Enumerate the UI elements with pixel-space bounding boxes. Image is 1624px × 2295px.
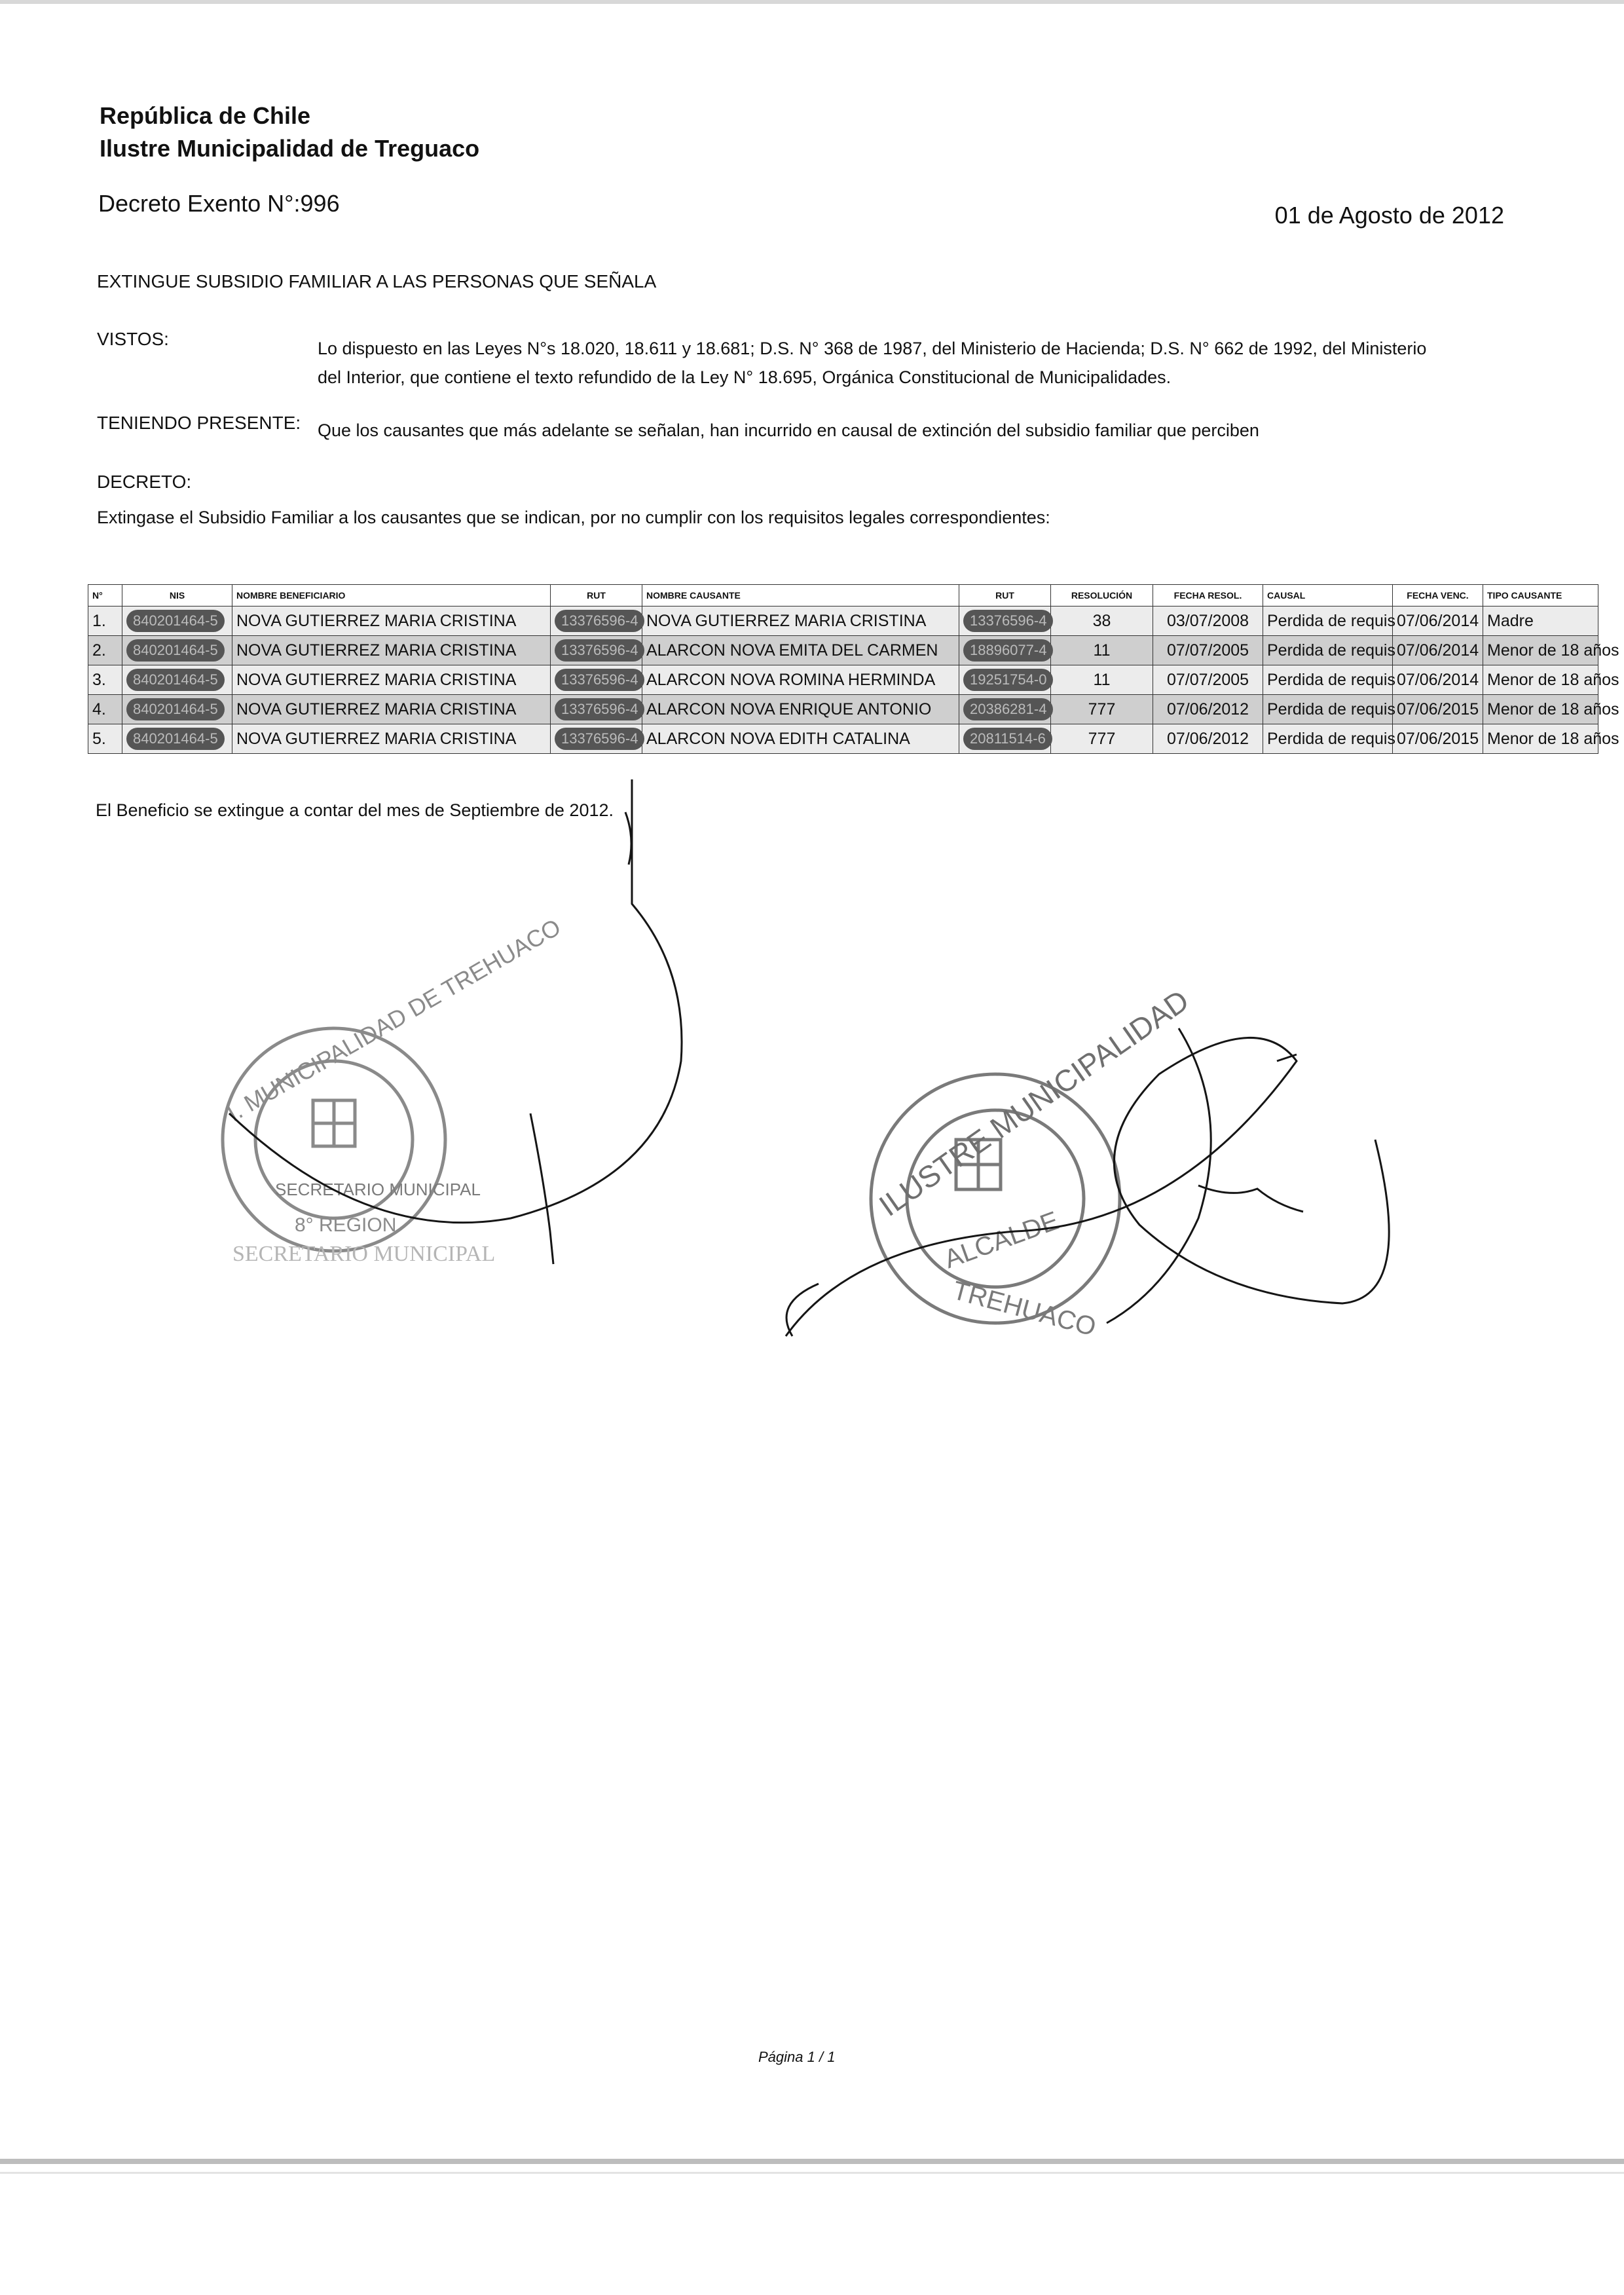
table-header-row xyxy=(88,585,1598,606)
row-number: 1. xyxy=(88,606,122,636)
beneficiario-name: NOVA GUTIERREZ MARIA CRISTINA xyxy=(232,724,551,754)
row-number: 2. xyxy=(88,636,122,665)
tipo-causante: Madre xyxy=(1483,606,1598,636)
col-header-nis: NIS xyxy=(122,585,232,606)
coat-of-arms-icon xyxy=(313,1100,355,1146)
coat-of-arms-icon xyxy=(956,1140,1001,1189)
redacted-rut-causante: 13376596-4 xyxy=(963,610,1053,632)
fecha-venc: 07/06/2014 xyxy=(1393,665,1483,695)
causante-name: ALARCON NOVA ENRIQUE ANTONIO xyxy=(642,695,959,724)
seal-right-bottom: TREHUACO xyxy=(950,1276,1099,1342)
redacted-rut-causante: 20811514-6 xyxy=(963,728,1052,750)
seal-left-ring: I. MUNICIPALIDAD DE TREHUACO xyxy=(222,913,566,1127)
secretary-seal xyxy=(223,1028,445,1251)
tipo-causante: Menor de 18 años xyxy=(1483,665,1598,695)
col-header-tipo: TIPO CAUSANTE xyxy=(1483,585,1598,606)
resolucion: 11 xyxy=(1051,636,1153,665)
redacted-rut-beneficiario: 13376596-4 xyxy=(555,669,644,691)
vistos-label: VISTOS: xyxy=(97,329,169,349)
redacted-rut-causante: 18896077-4 xyxy=(963,639,1053,662)
signature-left xyxy=(229,779,682,1264)
scan-bottom-edge-light xyxy=(0,2172,1624,2174)
redacted-nis: 840201464-5 xyxy=(126,698,225,720)
beneficiaries-table xyxy=(88,584,1619,754)
header-municipality: Ilustre Municipalidad de Treguaco xyxy=(100,135,480,162)
page-number: Página 1 / 1 xyxy=(758,2049,836,2065)
causal: Perdida de requis xyxy=(1263,695,1393,724)
resolucion: 777 xyxy=(1051,695,1153,724)
decreto-label: DECRETO: xyxy=(97,472,192,492)
col-header-causante: NOMBRE CAUSANTE xyxy=(642,585,959,606)
row-number: 4. xyxy=(88,695,122,724)
redacted-rut-beneficiario: 13376596-4 xyxy=(555,610,644,632)
decree-number: Decreto Exento N°:996 xyxy=(98,190,340,217)
col-header-n: N° xyxy=(88,585,122,606)
seal-right-ring: ILUSTRE MUNICIPALIDAD xyxy=(872,982,1195,1223)
redacted-nis: 840201464-5 xyxy=(126,669,225,691)
vistos-text: Lo dispuesto en las Leyes N°s 18.020, 18.611 y 18.681; D.S. N° 368 de 1987, del Ministerio de Hacienda; D.S. N° 662 de 1992, del Ministerio del Interior, que contiene el texto refundido de la Ley N° 18.695, Orgánica Constitucional de Municipalidades. xyxy=(318,339,1427,387)
beneficiario-name: NOVA GUTIERREZ MARIA CRISTINA xyxy=(232,695,551,724)
beneficio-statement: El Beneficio se extingue a contar del mes de Septiembre de 2012. xyxy=(96,800,614,820)
beneficiario-name: NOVA GUTIERREZ MARIA CRISTINA xyxy=(232,606,551,636)
decree-date: 01 de Agosto de 2012 xyxy=(1274,202,1504,229)
beneficiario-name: NOVA GUTIERREZ MARIA CRISTINA xyxy=(232,636,551,665)
seal-left-bottom: 8° REGION xyxy=(295,1214,397,1236)
causante-name: ALARCON NOVA ROMINA HERMINDA xyxy=(642,665,959,695)
col-header-beneficiario: NOMBRE BENEFICIARIO xyxy=(232,585,551,606)
col-header-resolucion: RESOLUCIÓN xyxy=(1051,585,1153,606)
fecha-resol: 07/07/2005 xyxy=(1153,636,1263,665)
row-number: 5. xyxy=(88,724,122,754)
signature-right xyxy=(786,1028,1389,1336)
fecha-venc: 07/06/2015 xyxy=(1393,724,1483,754)
fecha-resol: 07/06/2012 xyxy=(1153,695,1263,724)
fecha-resol: 07/06/2012 xyxy=(1153,724,1263,754)
scan-top-edge xyxy=(0,0,1624,4)
table-row xyxy=(88,724,1598,754)
decree-subject: EXTINGUE SUBSIDIO FAMILIAR A LAS PERSONAS QUE SEÑALA xyxy=(97,271,657,291)
redacted-rut-causante: 19251754-0 xyxy=(963,669,1053,691)
decreto-text: Extingase el Subsidio Familiar a los causantes que se indican, por no cumplir con los requisitos legales correspondientes: xyxy=(97,508,1050,527)
fecha-venc: 07/06/2015 xyxy=(1393,695,1483,724)
col-header-causal: CAUSAL xyxy=(1263,585,1393,606)
fecha-resol: 07/07/2005 xyxy=(1153,665,1263,695)
teniendo-label: TENIENDO PRESENTE: xyxy=(97,413,301,433)
causante-name: ALARCON NOVA EMITA DEL CARMEN xyxy=(642,636,959,665)
tipo-causante: Menor de 18 años xyxy=(1483,724,1598,754)
col-header-fecha-resol: FECHA RESOL. xyxy=(1153,585,1263,606)
seal-left-center: SECRETARIO MUNICIPAL xyxy=(275,1180,481,1199)
redacted-nis: 840201464-5 xyxy=(126,610,225,632)
beneficiario-name: NOVA GUTIERREZ MARIA CRISTINA xyxy=(232,665,551,695)
teniendo-text: Que los causantes que más adelante se señalan, han incurrido en causal de extinción del subsidio familiar que perciben xyxy=(318,420,1259,440)
redacted-rut-beneficiario: 13376596-4 xyxy=(555,698,644,720)
table-row xyxy=(88,606,1598,636)
causante-name: NOVA GUTIERREZ MARIA CRISTINA xyxy=(642,606,959,636)
col-header-rut-causante: RUT xyxy=(959,585,1051,606)
row-number: 3. xyxy=(88,665,122,695)
fecha-venc: 07/06/2014 xyxy=(1393,636,1483,665)
causante-name: ALARCON NOVA EDITH CATALINA xyxy=(642,724,959,754)
redacted-nis: 840201464-5 xyxy=(126,728,225,750)
seal-left-caption: SECRETARIO MUNICIPAL xyxy=(232,1242,496,1266)
table-row xyxy=(88,636,1598,665)
fecha-venc: 07/06/2014 xyxy=(1393,606,1483,636)
causal: Perdida de requis xyxy=(1263,606,1393,636)
redacted-rut-beneficiario: 13376596-4 xyxy=(555,639,644,662)
seal-right-center: ALCALDE xyxy=(940,1206,1063,1275)
scan-bottom-edge xyxy=(0,2159,1624,2164)
resolucion: 11 xyxy=(1051,665,1153,695)
tipo-causante: Menor de 18 años xyxy=(1483,636,1598,665)
redacted-rut-beneficiario: 13376596-4 xyxy=(555,728,644,750)
redacted-rut-causante: 20386281-4 xyxy=(963,698,1053,720)
table-row xyxy=(88,665,1598,695)
causal: Perdida de requis xyxy=(1263,724,1393,754)
col-header-rut-beneficiario: RUT xyxy=(551,585,642,606)
redacted-nis: 840201464-5 xyxy=(126,639,225,662)
col-header-fecha-venc: FECHA VENC. xyxy=(1393,585,1483,606)
mayor-seal xyxy=(871,1074,1120,1323)
tipo-causante: Menor de 18 años xyxy=(1483,695,1598,724)
causal: Perdida de requis xyxy=(1263,636,1393,665)
table-row xyxy=(88,695,1598,724)
causal: Perdida de requis xyxy=(1263,665,1393,695)
header-country: República de Chile xyxy=(100,102,311,129)
resolucion: 38 xyxy=(1051,606,1153,636)
resolucion: 777 xyxy=(1051,724,1153,754)
fecha-resol: 03/07/2008 xyxy=(1153,606,1263,636)
